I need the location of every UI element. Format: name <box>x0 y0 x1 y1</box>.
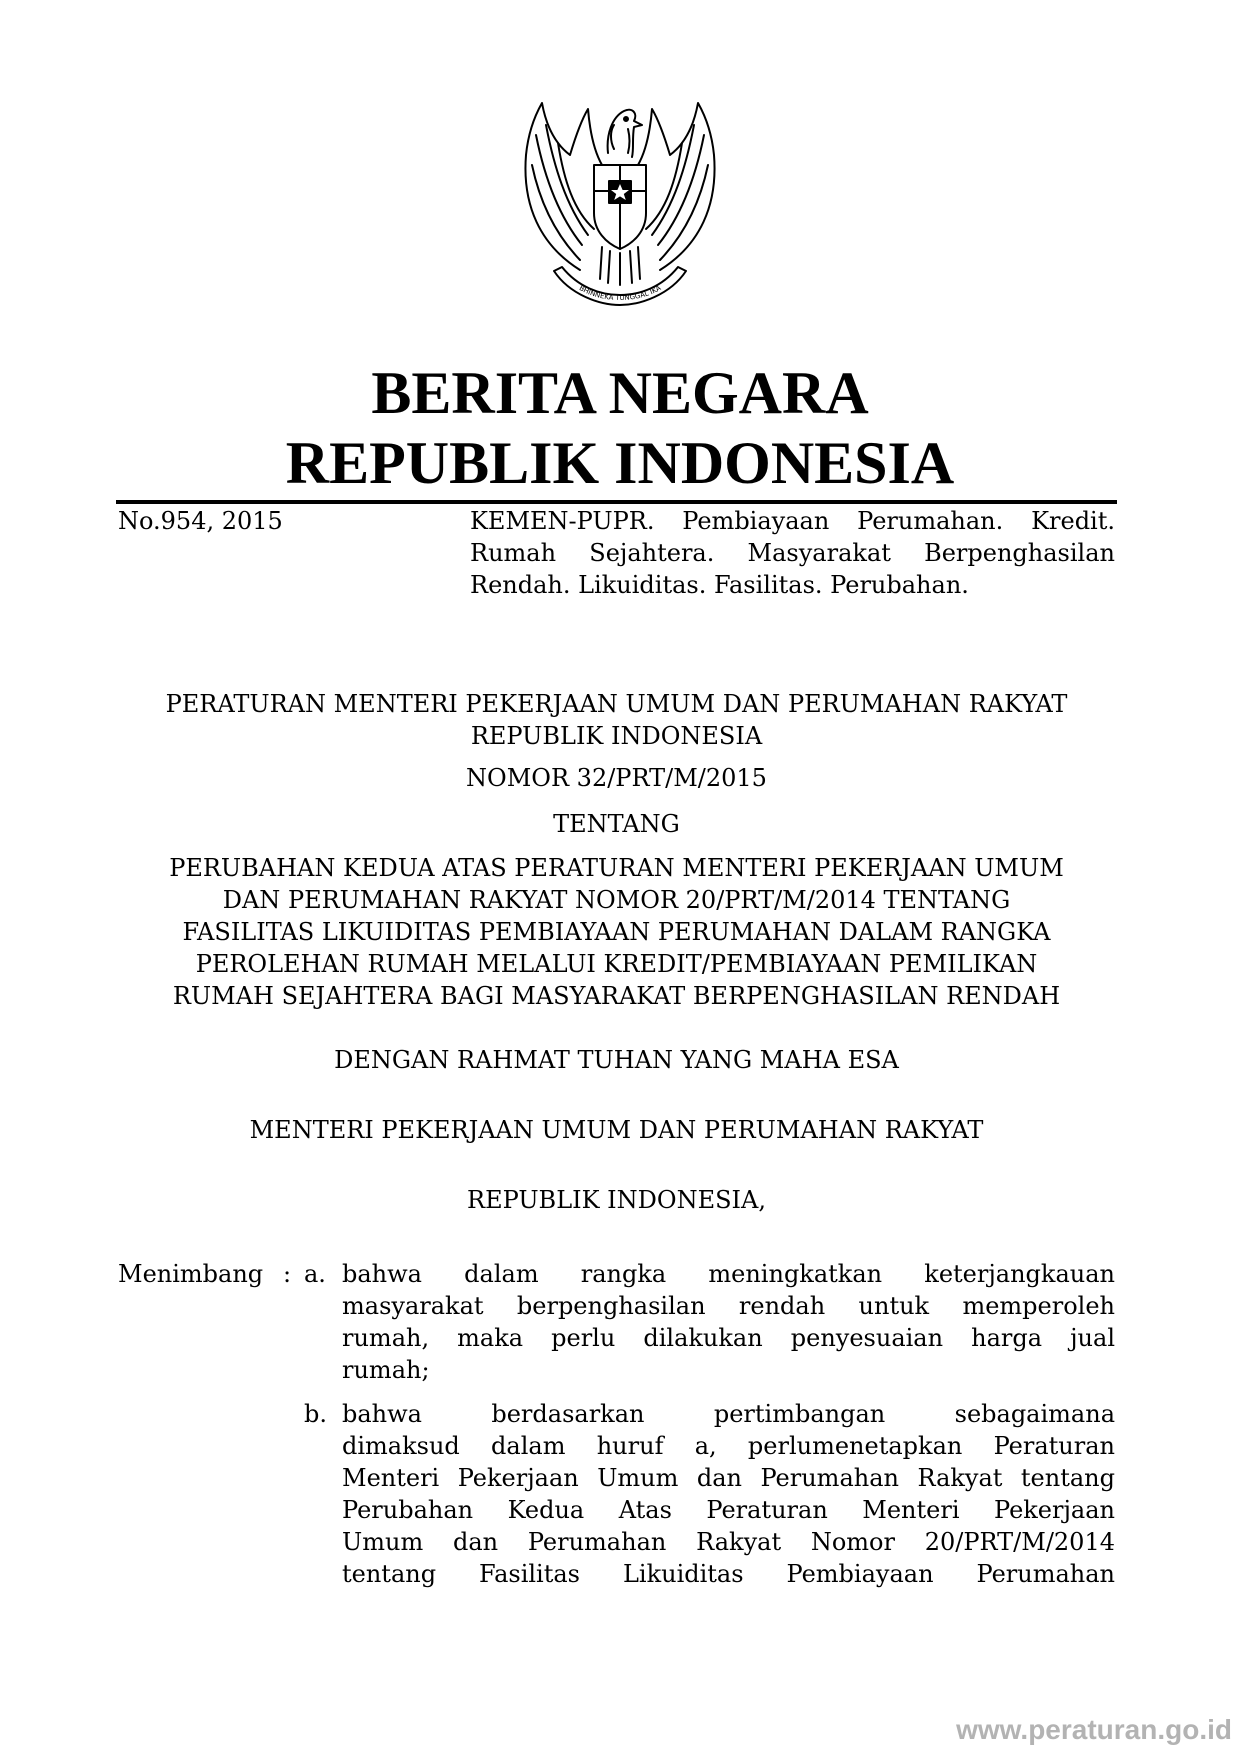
consideration-line: masyarakat berpenghasilan rendah untuk memperoleh <box>342 1292 1115 1320</box>
consideration-line: rumah, maka perlu dilakukan penyesuaian harga jual <box>342 1324 1115 1352</box>
issue-number: No.954, 2015 <box>118 507 283 535</box>
regulation-issuer-line: REPUBLIK INDONESIA <box>470 722 763 750</box>
consideration-line: bahwa berdasarkan pertimbangan sebagaimana <box>342 1400 1115 1428</box>
consideration-line: Perubahan Kedua Atas Peraturan Menteri Pekerjaan <box>342 1496 1115 1524</box>
consideration-letter: b. <box>304 1400 327 1428</box>
country-name: REPUBLIK INDONESIA, <box>467 1186 766 1214</box>
source-watermark: www.peraturan.go.id <box>956 1714 1232 1745</box>
regulation-title-line: PEROLEHAN RUMAH MELALUI KREDIT/PEMBIAYAAN PEMILIKAN <box>195 950 1038 978</box>
invocation: DENGAN RAHMAT TUHAN YANG MAHA ESA <box>334 1046 899 1074</box>
regulation-title-line: PERUBAHAN KEDUA ATAS PERATURAN MENTERI PEKERJAAN UMUM <box>169 854 1064 882</box>
consideration-line: dimaksud dalam huruf a, perlumenetapkan Peraturan <box>342 1432 1115 1460</box>
regulation-about: TENTANG <box>553 810 680 838</box>
consideration-line: bahwa dalam rangka meningkatkan keterjangkauan <box>342 1260 1115 1288</box>
issue-subject-line: KEMEN-PUPR. Pembiayaan Perumahan. Kredit. <box>470 507 1115 535</box>
minister-title: MENTERI PEKERJAAN UMUM DAN PERUMAHAN RAKYAT <box>249 1116 984 1144</box>
regulation-issuer-line: PERATURAN MENTERI PEKERJAAN UMUM DAN PERUMAHAN RAKYAT <box>165 690 1068 718</box>
consideration-item <box>342 1258 1115 1386</box>
issue-subject-line: Rendah. Likuiditas. Fasilitas. Perubahan. <box>470 571 969 599</box>
regulation-title-line: DAN PERUMAHAN RAKYAT NOMOR 20/PRT/M/2014 TENTANG <box>222 886 1011 914</box>
regulation-title-line: FASILITAS LIKUIDITAS PEMBIAYAAN PERUMAHAN DALAM RANGKA <box>182 918 1051 946</box>
consideration-line: tentang Fasilitas Likuiditas Pembiayaan Perumahan <box>342 1560 1115 1588</box>
garuda-pancasila-emblem-icon <box>510 95 730 310</box>
considerations-colon: : <box>283 1260 292 1288</box>
masthead-title-line2: REPUBLIK INDONESIA <box>285 430 955 496</box>
consideration-item <box>342 1398 1115 1590</box>
consideration-line: rumah; <box>342 1356 430 1384</box>
consideration-letter: a. <box>304 1260 326 1288</box>
issue-subject-line: Rumah Sejahtera. Masyarakat Berpenghasilan <box>470 539 1115 567</box>
regulation-title-line: RUMAH SEJAHTERA BAGI MASYARAKAT BERPENGHASILAN RENDAH <box>172 982 1061 1010</box>
masthead-title-line1: BERITA NEGARA <box>371 360 869 426</box>
issue-subject <box>470 505 1115 601</box>
consideration-line: Umum dan Perumahan Rakyat Nomor 20/PRT/M/2014 <box>342 1528 1115 1556</box>
masthead-divider <box>116 500 1117 504</box>
emblem-motto: BHINNEKA TUNGGAL IKA <box>577 284 663 303</box>
regulation-number: NOMOR 32/PRT/M/2015 <box>466 764 767 792</box>
consideration-line: Menteri Pekerjaan Umum dan Perumahan Rakyat tentang <box>342 1464 1115 1492</box>
considerations-label: Menimbang <box>118 1260 264 1288</box>
